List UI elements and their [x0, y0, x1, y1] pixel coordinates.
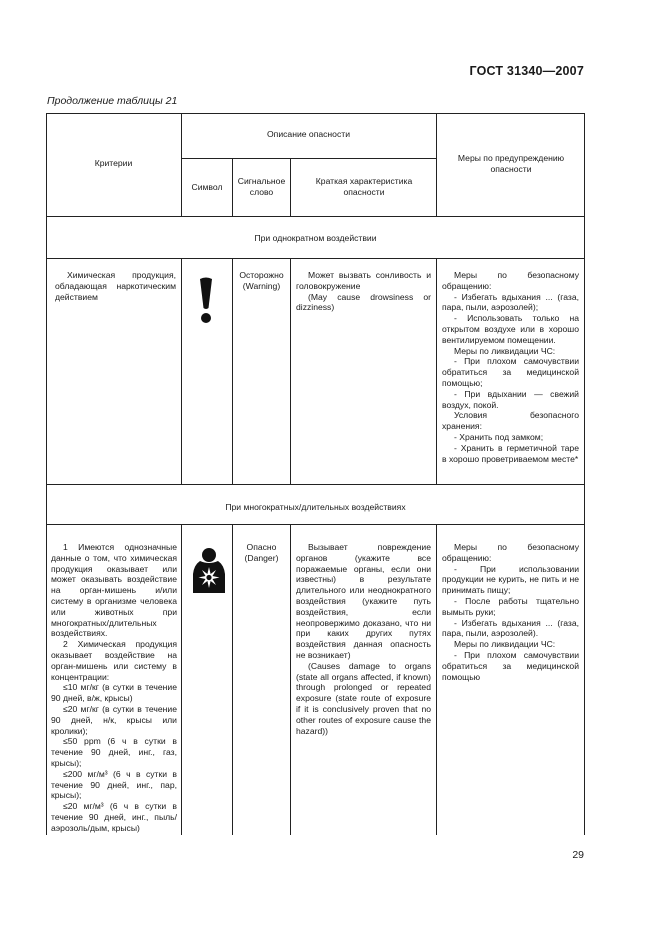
criteria-item: ≤10 мг/кг (в сутки в течение 90 дней, в/ж, крысы): [51, 682, 177, 704]
row1-criteria-text: Химическая продукция, обладающая наркотическим действием: [55, 270, 176, 302]
precaution-line: Условия безопасного хранения:: [442, 410, 579, 432]
row2-statement: [296, 542, 431, 736]
precaution-line: - При плохом самочувствии обратиться за медицинской помощью;: [442, 356, 579, 388]
precaution-line: - При вдыхании — свежий воздух, покой.: [442, 388, 579, 410]
row1-precautions: [442, 270, 579, 464]
precaution-line: - После работы тщательно вымыть руки;: [442, 595, 579, 617]
row2-precautions: [442, 542, 579, 682]
precaution-line: - Избегать вдыхания ... (газа, пара, пыли, аэрозолей);: [442, 291, 579, 313]
row2-criteria: [51, 542, 177, 834]
exclamation-mark-icon: [193, 275, 219, 325]
table-caption: Продолжение таблицы 21: [47, 95, 178, 107]
criteria-paragraph-2: 2 Химическая продукция оказывает воздействие на орган-мишень или систему в концентрации:: [51, 639, 177, 682]
precaution-line: Меры по ликвидации ЧС:: [454, 345, 556, 356]
header-hazard-description: Описание опасности: [267, 129, 350, 139]
row1-statement: [296, 270, 431, 313]
hazard-table: [46, 113, 585, 835]
row1-statement-ru: Может вызвать сонливость и головокружение: [296, 270, 431, 291]
criteria-item: ≤50 ppm (6 ч в сутки в течение 90 дней, инг., газ, крысы);: [51, 736, 177, 768]
precaution-line: - При плохом самочувствии обратиться за медицинской помощью: [442, 649, 579, 682]
header-hazard-statement: Краткая характеристика опасности: [315, 176, 413, 197]
row1-signal-word: Осторожно (Warning): [239, 270, 284, 291]
header-precautions: Меры по предупреждению опасности: [457, 153, 565, 174]
page-number: 29: [572, 849, 584, 861]
precaution-line: - Использовать только на открытом воздухе или в хорошо вентилируемом помещении.: [442, 313, 579, 345]
standard-number: ГОСТ 31340—2007: [469, 64, 584, 78]
criteria-item: ≤20 мг/м³ (6 ч в сутки в течение 90 дней, инг., пыль/аэрозоль/дым, крысы): [51, 801, 177, 833]
header-signal-word: Сигнальное слово: [237, 176, 286, 197]
criteria-paragraph-1: 1 Имеются однозначные данные о том, что химическая продукция оказывает или может оказывать воздействие на орган-мишень и/или систему в организме человека или животных при многократных/длительных воздействиях.: [51, 542, 177, 639]
section-single-exposure: При однократном воздействии: [254, 233, 377, 243]
precaution-line: - Избегать вдыхания ... (газа, пара, пыли, аэрозолей).: [442, 617, 579, 639]
precaution-line: Меры по безопасному обращению:: [442, 542, 579, 563]
health-hazard-icon: [191, 547, 227, 595]
precaution-line: - При использовании продукции не курить, не пить и не принимать пищу;: [442, 563, 579, 596]
row1-criteria: [55, 270, 176, 302]
row2-statement-ru: Вызывает повреждение органов (укажите все поражаемые органы, если они известны) в результате длительного или неоднократного воздействия (укажите путь воздействия, если неопровержимо доказано, что ни при каких других путях воздействия данная опасность не возникает): [296, 542, 431, 660]
precaution-line: Меры по ликвидации ЧС:: [454, 639, 556, 650]
criteria-item: ≤20 мг/кг (в сутки в течение 90 дней, н/к, крысы или кролики);: [51, 703, 177, 736]
header-symbol: Символ: [191, 182, 223, 192]
precaution-line: Меры по безопасному обращению:: [442, 270, 579, 291]
criteria-item: ≤200 мг/м³ (6 ч в сутки в течение 90 дней, инг., пар, крысы);: [51, 768, 177, 801]
precaution-line: - Хранить в герметичной таре в хорошо проветриваемом месте*: [442, 442, 579, 464]
precaution-line: - Хранить под замком;: [454, 431, 544, 442]
header-criteria: Критерии: [94, 158, 133, 168]
section-repeated-exposure: При многократных/длительных воздействиях: [225, 502, 406, 512]
row1-statement-en: (May cause drowsiness or dizziness): [296, 291, 431, 313]
row2-statement-en: (Causes damage to organs (state all organs affected, if known) through prolonged or repeated exposure (state route of exposure if it is conclusively proven that no other routes of exposure cause the hazard)): [296, 660, 431, 736]
row2-signal-word: Опасно (Danger): [244, 542, 279, 563]
